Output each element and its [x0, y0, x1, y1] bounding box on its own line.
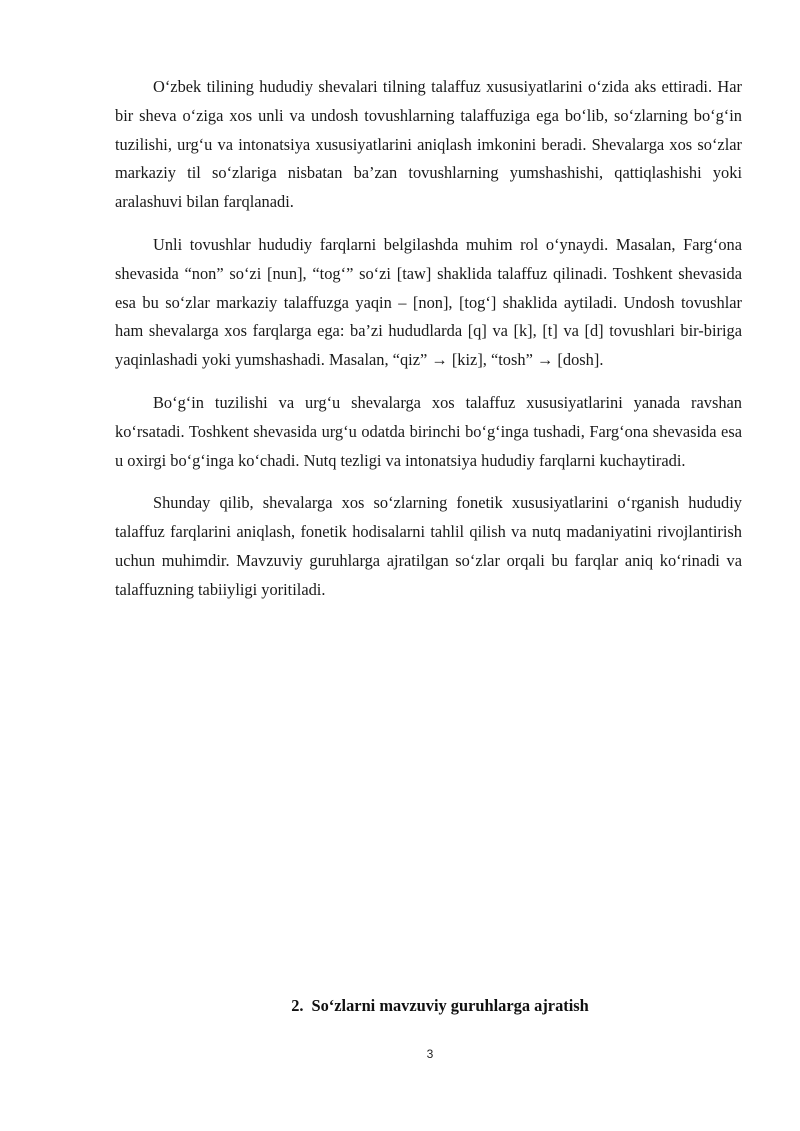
- paragraph-syllable-stress: Bo‘g‘in tuzilishi va urg‘u shevalarga xos talaffuz xususiyatlarini yanada ravshan ko‘rsatadi. Toshkent shevasida urg‘u odatda birinchi bo‘g‘inga tushadi, Farg‘ona shevasida esa u oxirgi bo‘g‘inga ko‘chadi. Nutq tezligi va intonatsiya hududiy farqlarni kuchaytiradi.: [115, 392, 742, 470]
- section-heading: [0, 996, 800, 1016]
- section-heading-title: So‘zlarni mavzuviy guruhlarga ajratish: [311, 996, 589, 1015]
- section-heading-number: 2.: [291, 996, 304, 1015]
- paragraph-vowel-consonant-differences: Unli tovushlar hududiy farqlarni belgilashda muhim rol o‘ynaydi. Masalan, Farg‘ona shevasida “non” so‘zi [nun], “tog‘” so‘zi [taw] shaklida talaffuz qilinadi. Toshkent shevasida esa bu so‘zlar markaziy talaffuzga yaqin – [non], [tog‘] shaklida aytiladi. Undosh tovushlar ham shevalarga xos farqlarga ega: ba’zi hududlarda [q] va [k], [t] va [d] tovushlari bir-biriga yaqinlashadi yoki yumshashadi. Masalan, “qiz” → [kiz], “tosh” → [dosh].: [115, 234, 742, 370]
- body-text: [115, 73, 742, 619]
- page-number: 3: [426, 1047, 434, 1061]
- paragraph-dialect-overview: O‘zbek tilining hududiy shevalari tilning talaffuz xususiyatlarini o‘zida aks ettiradi. Har bir sheva o‘ziga xos unli va undosh tovushlarning talaffuziga ega bo‘lib, so‘zlarning bo‘g‘in tuzilishi, urg‘u va intonatsiya xususiyatlarini aniqlash imkonini beradi. Shevalarga xos so‘zlar markaziy til so‘zlariga nisbatan ba’zan tovushlarning yumshashishi, qattiqlashishi yoki aralashuvi bilan farqlanadi.: [115, 77, 742, 212]
- paragraph-conclusion: Shunday qilib, shevalarga xos so‘zlarning fonetik xususiyatlarini o‘rganish hududiy talaffuz farqlarini aniqlash, fonetik hodisalarni tahlil qilish va nutq madaniyatini rivojlantirish uchun muhimdir. Mavzuviy guruhlarga ajratilgan so‘zlar orqali bu farqlar aniq ko‘rinadi va talaffuzning tabiiyligi yoritiladi.: [115, 493, 742, 599]
